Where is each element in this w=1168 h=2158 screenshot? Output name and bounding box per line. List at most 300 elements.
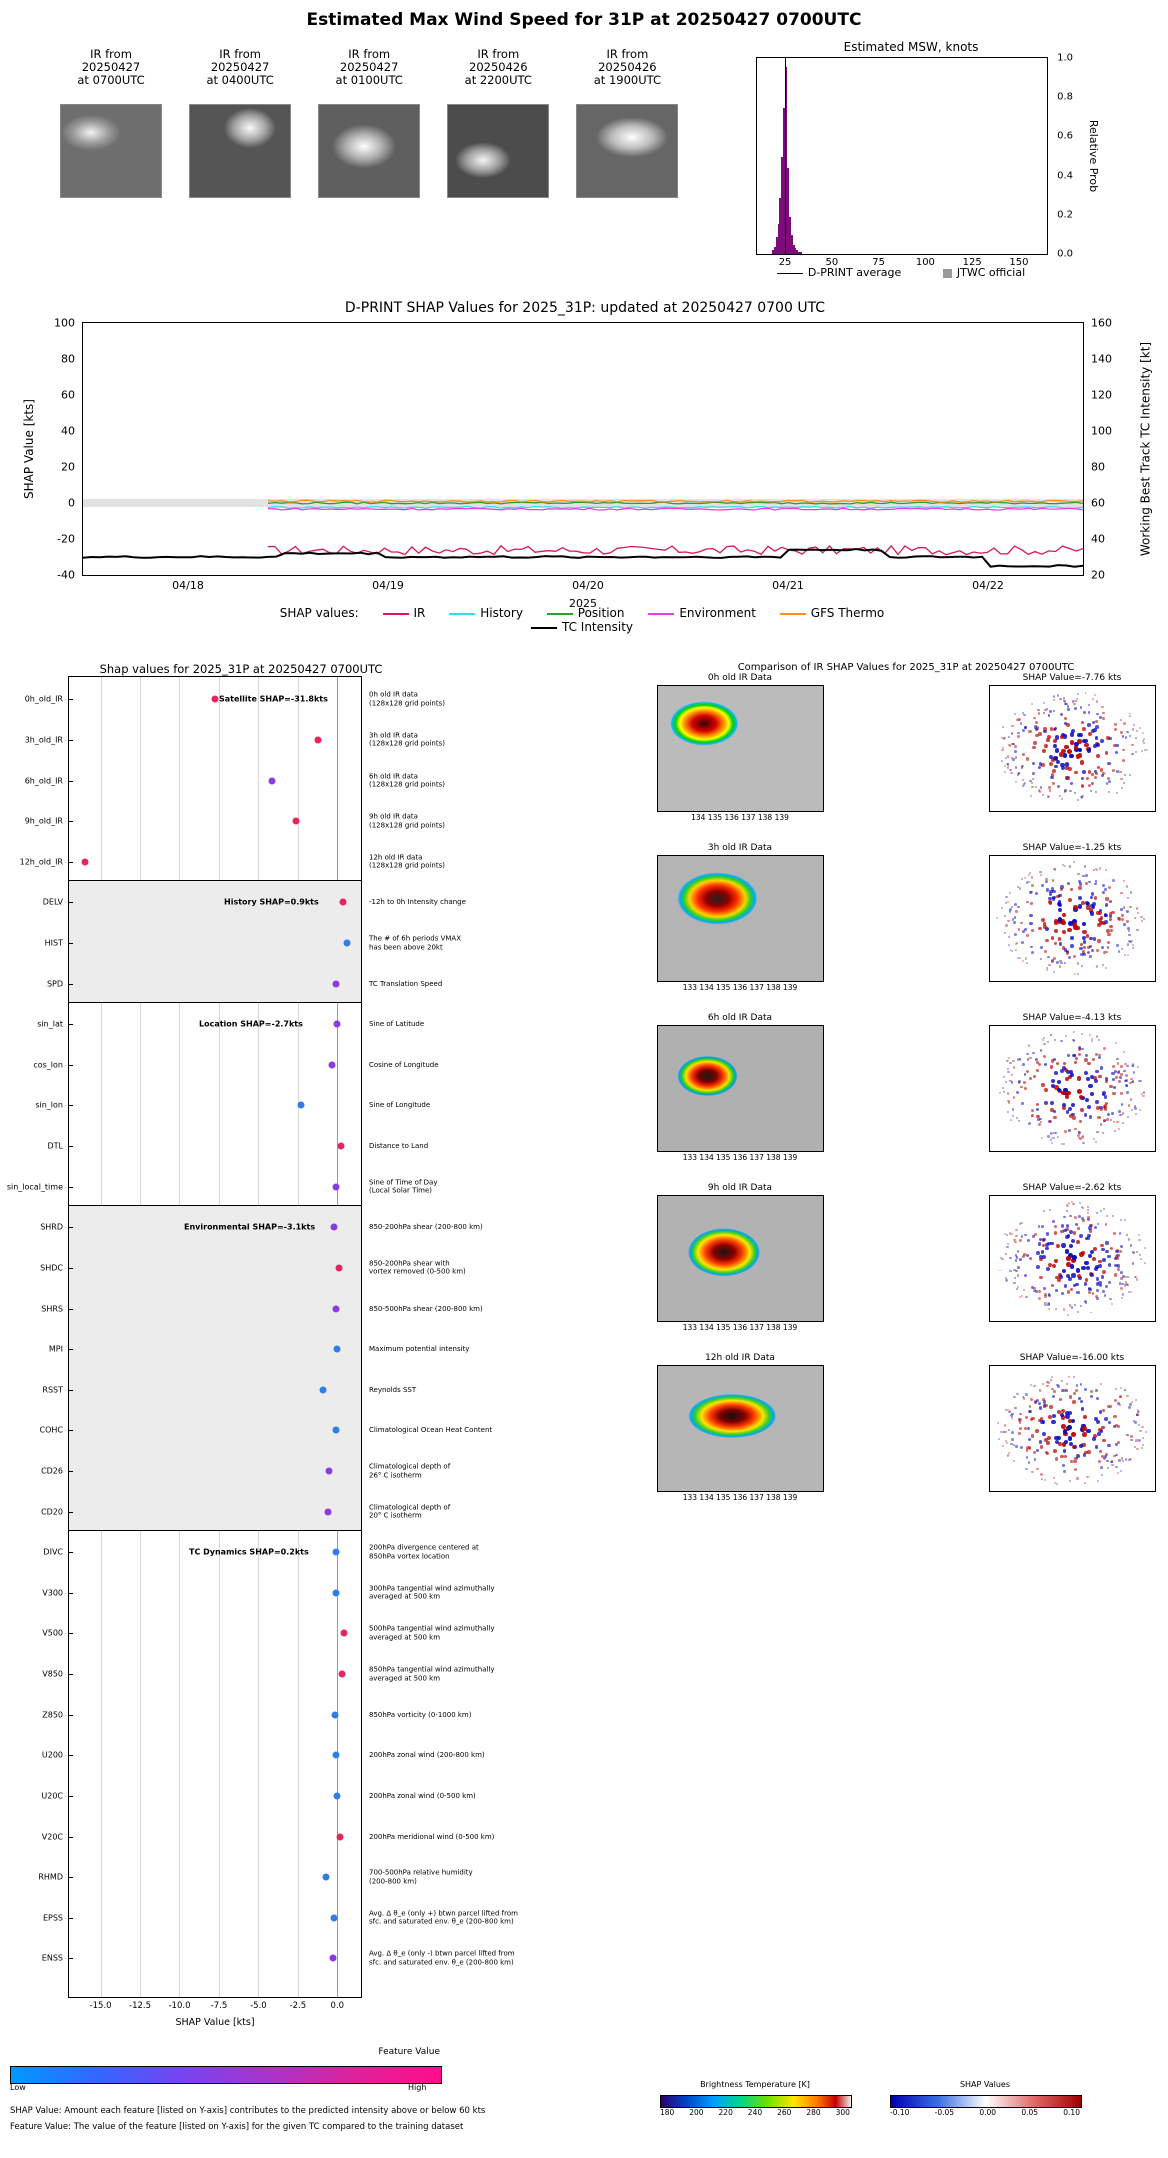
- shap-feature-plot: [6, 662, 518, 2062]
- shap-feature-description: Maximum potential intensity: [369, 1344, 470, 1353]
- shap-feature-description: 3h old IR data (128x128 grid points): [369, 731, 445, 748]
- histogram-ytick: 0.4: [1057, 170, 1073, 182]
- colorbar-tick: 0.00: [979, 2108, 997, 2117]
- shap-dot: [81, 858, 88, 865]
- shap-dot: [332, 980, 339, 987]
- shap-feature-label: U20C: [41, 1791, 63, 1801]
- shap-map-panel: [982, 843, 1162, 1013]
- shap-feature-label: V850: [42, 1669, 63, 1679]
- page-title: Estimated Max Wind Speed for 31P at 20250427 0700UTC: [306, 10, 862, 30]
- shap-xtick: -12.5: [129, 2001, 152, 2011]
- timeseries-y2tick: 40: [1091, 532, 1105, 546]
- shap-dot: [332, 1183, 339, 1190]
- shap-feature-label: 6h_old_IR: [24, 776, 63, 786]
- ir-shap-comparison: [650, 662, 1162, 1523]
- timeseries-y2tick: 100: [1091, 424, 1112, 438]
- feature-colorbar-high: High: [408, 2083, 427, 2092]
- histogram-legend: [756, 266, 1046, 279]
- shap-feature-label: SPD: [46, 979, 63, 989]
- ir-caption-line2: 20250426: [598, 60, 657, 74]
- shap-row-tick: [69, 1593, 73, 1594]
- ir-xticks: 133 134 135 136 137 138 139: [682, 983, 798, 992]
- shap-row-tick: [69, 1065, 73, 1066]
- shap-feature-description: Avg. Δ θ_e (only -) btwn parcel lifted from sfc. and saturated env. θ_e (200-800 km): [369, 1949, 515, 1967]
- shap-noise-map: [989, 1365, 1156, 1492]
- shap-dot: [337, 1143, 344, 1150]
- shap-dot: [333, 1346, 340, 1353]
- ir-panel-caption: [568, 48, 686, 104]
- shap-feature-description: Climatological depth of 26° C isotherm: [369, 1462, 451, 1480]
- ir-color-image: [657, 1195, 824, 1322]
- shap-noise-map: [989, 1195, 1156, 1322]
- shap-feature-description: Avg. Δ θ_e (only +) btwn parcel lifted from sfc. and saturated env. θ_e (200-800 km): [369, 1909, 518, 1926]
- shap-dot: [326, 1468, 333, 1475]
- colorbar-tick: 300: [835, 2108, 850, 2117]
- ir-color-image: [657, 685, 824, 812]
- shap-feature-description: Sine of Latitude: [369, 1020, 425, 1028]
- line-swatch-icon: [777, 273, 803, 274]
- ir-panel: [52, 48, 170, 198]
- shap-dot: [331, 1914, 338, 1921]
- shap-feature-description: Reynolds SST: [369, 1385, 417, 1394]
- shap-feature-label: sin_lon: [35, 1100, 63, 1110]
- shap-dot: [332, 1549, 339, 1556]
- timeseries-ylabel: SHAP Value [kts]: [22, 399, 36, 499]
- shap-group-label: Environmental SHAP=-3.1kts: [184, 1222, 316, 1232]
- shap-panel-title: SHAP Value=-7.76 kts: [1022, 673, 1122, 683]
- timeseries-xtick: 04/19: [372, 579, 404, 592]
- shap-row-tick: [69, 1390, 73, 1391]
- shap-dot: [333, 1792, 340, 1799]
- shap-dot: [336, 1833, 343, 1840]
- shap-dot: [330, 1955, 337, 1962]
- comparison-rows: [650, 673, 1162, 1523]
- ir-caption-line2: 20250427: [210, 60, 270, 74]
- feature-colorbar-low: Low: [10, 2083, 26, 2092]
- ir-caption-line3: at 1900UTC: [593, 73, 662, 87]
- histogram-title: Estimated MSW, knots: [843, 40, 979, 54]
- shap-row-tick: [69, 1187, 73, 1188]
- colorbar-tick: -0.05: [934, 2108, 955, 2117]
- histogram-ytick: 0.8: [1057, 91, 1073, 103]
- shap-row-tick: [69, 821, 73, 822]
- ir-color-image: [657, 1025, 824, 1152]
- shap-feature-label: sin_lat: [37, 1019, 63, 1029]
- shap-dot: [324, 1508, 331, 1515]
- ir-caption-line1: IR from: [348, 47, 391, 61]
- shap-feature-description: 850-200hPa shear (200-800 km): [369, 1223, 483, 1232]
- ir-caption-line1: IR from: [90, 47, 132, 61]
- shap-row-tick: [69, 1552, 73, 1553]
- shap-map-panel: [982, 1353, 1162, 1523]
- shap-xtick: -5.0: [250, 2001, 267, 2011]
- ir-data-panel: [650, 843, 830, 1013]
- colorbar-tick: 260: [777, 2108, 792, 2117]
- timeseries-ytick: 0: [68, 496, 75, 510]
- legend-item-environment: Environment: [648, 606, 756, 620]
- shap-feature-description: 12h old IR data (128x128 grid points): [369, 853, 445, 870]
- legend-dprint-average: D-PRINT average: [777, 266, 901, 279]
- shap-row-tick: [69, 1268, 73, 1269]
- shap-feature-label: V500: [42, 1628, 63, 1638]
- ir-xticks: 133 134 135 136 137 138 139: [682, 1323, 798, 1332]
- shap-group-separator: [69, 1205, 361, 1206]
- ir-swatch-icon: [383, 613, 409, 615]
- ir-caption-line2: 20250427: [339, 60, 399, 74]
- gfsthermo-swatch-icon: [780, 613, 806, 615]
- shap-feature-label: MPI: [48, 1344, 63, 1354]
- shap-dot: [341, 1630, 348, 1637]
- legend-item-gfs-thermo: GFS Thermo: [780, 606, 885, 620]
- shap-dot: [269, 777, 276, 784]
- shap-row-tick: [69, 1349, 73, 1350]
- comparison-row: [650, 1353, 1162, 1523]
- shap-noise-map: [989, 685, 1156, 812]
- histogram-xtick: 50: [825, 257, 839, 268]
- shap-feature-label: sin_local_time: [6, 1182, 63, 1192]
- shap-dot: [323, 1874, 330, 1881]
- ir-panel-title: 9h old IR Data: [707, 1183, 773, 1193]
- ir-color-image: [657, 855, 824, 982]
- shap-feature-label: SHRD: [40, 1222, 63, 1232]
- environment-swatch-icon: [648, 613, 674, 615]
- dprint-average-line: [785, 58, 786, 254]
- shap-row-tick: [69, 1674, 73, 1675]
- shap-feature-description: -12h to 0h Intensity change: [369, 898, 466, 907]
- shap-row-tick: [69, 1755, 73, 1756]
- shap-dot: [332, 1589, 339, 1596]
- shap-xtick: -7.5: [210, 2001, 228, 2011]
- histogram-ytick: 0.2: [1057, 209, 1073, 221]
- ir-caption-line1: IR from: [606, 47, 649, 61]
- timeseries-ytick: -40: [57, 568, 75, 582]
- shap-group-label: Location SHAP=-2.7kts: [199, 1019, 303, 1029]
- ir-thumbnail: [576, 104, 678, 198]
- tcintensity-swatch-icon: [531, 627, 557, 629]
- shap-xtick: -10.0: [168, 2001, 191, 2011]
- shap-group-separator: [69, 880, 361, 881]
- ir-xticks: 133 134 135 136 137 138 139: [682, 1153, 798, 1162]
- timeseries-ytick: 20: [61, 460, 75, 474]
- shap-map-panel: [982, 1183, 1162, 1353]
- shap-feature-label: DIVC: [43, 1547, 63, 1557]
- ir-data-panel: [650, 1183, 830, 1353]
- ir-thumbnail: [447, 104, 549, 198]
- shap-values-colorbar: [890, 2095, 1082, 2108]
- histogram-ytick: 0.0: [1057, 248, 1073, 260]
- ir-xticks: 133 134 135 136 137 138 139: [682, 1493, 798, 1502]
- shap-feature-label: ENSS: [41, 1953, 63, 1963]
- comparison-row: [650, 843, 1162, 1013]
- shap-map-spacer: [982, 1153, 1162, 1162]
- shap-dot: [332, 1305, 339, 1312]
- timeseries-y2label: Working Best Track TC Intensity [kt]: [1138, 341, 1152, 557]
- shap-dot: [339, 1671, 346, 1678]
- shap-noise-map: [989, 855, 1156, 982]
- shap-xtick: 0.0: [330, 2001, 345, 2011]
- colorbar-tick: 240: [747, 2108, 763, 2117]
- colorbar-tick: 0.05: [1021, 2108, 1039, 2117]
- ir-panel: [181, 48, 299, 198]
- shap-feature-description: TC Translation Speed: [369, 979, 443, 988]
- shap-feature-label: 0h_old_IR: [24, 694, 63, 704]
- shap-feature-label: V300: [42, 1588, 63, 1598]
- legend-jtwc-official: JTWC official: [943, 266, 1025, 279]
- shap-feature-description: 850-200hPa shear with vortex removed (0-500 km): [369, 1259, 466, 1276]
- shap-group-separator: [69, 1530, 361, 1531]
- ir-thumbnail: [60, 104, 162, 198]
- shap-row-tick: [69, 699, 73, 700]
- shap-dot: [331, 1224, 338, 1231]
- histogram-ylabel: Relative Prob: [1086, 119, 1100, 193]
- ir-panel-caption: [439, 48, 557, 104]
- ir-xticks: 134 135 136 137 138 139: [691, 813, 789, 822]
- shap-dot: [335, 1264, 342, 1271]
- timeseries-y2tick: 160: [1091, 316, 1112, 330]
- shap-feature-label: 3h_old_IR: [24, 735, 63, 745]
- shap-group-separator: [69, 1002, 361, 1003]
- shap-feature-label: Z850: [42, 1710, 63, 1720]
- shap-xlabel: SHAP Value [kts]: [175, 2017, 255, 2028]
- shap-feature-label: EPSS: [42, 1913, 63, 1923]
- histogram-bar: [800, 252, 802, 254]
- ir-caption-line1: IR from: [219, 47, 261, 61]
- shap-feature-label: SHRS: [41, 1304, 63, 1314]
- shap-feature-description: Climatological Ocean Heat Content: [369, 1426, 493, 1435]
- shap-row-tick: [69, 1796, 73, 1797]
- colorbar-tick: 180: [660, 2108, 675, 2117]
- shap-row-tick: [69, 862, 73, 863]
- history-swatch-icon: [449, 613, 475, 615]
- timeseries-y2tick: 20: [1091, 568, 1105, 582]
- ir-caption-line3: at 0700UTC: [77, 73, 145, 87]
- brightness-temp-ticks: [660, 2108, 850, 2117]
- shap-row-tick: [69, 1633, 73, 1634]
- histogram-xtick: 125: [962, 257, 982, 268]
- shap-feature-description: 200hPa meridional wind (0-500 km): [369, 1832, 495, 1841]
- ir-image-strip: [52, 48, 712, 198]
- shap-dot: [292, 818, 299, 825]
- histogram-ytick: 1.0: [1057, 52, 1073, 64]
- shap-feature-label: cos_lon: [33, 1060, 63, 1070]
- shap-dot: [332, 1427, 339, 1434]
- ir-panel-title: 12h old IR Data: [705, 1353, 775, 1363]
- colorbar-tick: 280: [806, 2108, 821, 2117]
- feature-value-colorbar: [10, 2066, 442, 2084]
- shap-map-spacer: [982, 1323, 1162, 1332]
- timeseries-ytick: 60: [61, 388, 75, 402]
- legend-item-ir: IR: [383, 606, 426, 620]
- ir-thumbnail: [189, 104, 291, 198]
- colorbar-tick: -0.10: [890, 2108, 910, 2117]
- shap-feature-description: Climatological depth of 20° C isotherm: [369, 1503, 451, 1520]
- ir-caption-line2: 20250427: [81, 60, 141, 74]
- shap-row-tick: [69, 1471, 73, 1472]
- shap-row-tick: [69, 1715, 73, 1716]
- legend-item-tc-intensity: TC Intensity: [531, 620, 633, 634]
- timeseries-plot-area: [22, 316, 1152, 610]
- colorbar-tick: 0.10: [1063, 2108, 1080, 2117]
- shap-feature-description: Sine of Longitude: [369, 1101, 431, 1110]
- ir-panel-title: 6h old IR Data: [707, 1013, 773, 1023]
- shap-dot: [298, 1102, 305, 1109]
- colorbar-tick: 200: [689, 2108, 704, 2117]
- ir-panel-caption: [181, 48, 299, 104]
- footnote-feature-value: Feature Value: The value of the feature [listed on Y-axis] for the given TC compared to the training dataset: [10, 2122, 464, 2132]
- position-swatch-icon: [547, 613, 573, 615]
- shap-group-label: Satellite SHAP=-31.8kts: [219, 694, 328, 704]
- brightness-temp-colorbar-label: Brightness Temperature [K]: [700, 2080, 810, 2089]
- shap-feature-description: 200hPa divergence centered at 850hPa vortex location: [369, 1543, 479, 1561]
- shap-row-tick: [69, 984, 73, 985]
- shap-dot: [331, 1711, 338, 1718]
- shap-dot: [314, 736, 321, 743]
- ir-panel: [439, 48, 557, 198]
- shap-group-label: History SHAP=0.9kts: [224, 897, 319, 907]
- legend-title: SHAP values:: [279, 606, 359, 620]
- shap-xtick: -15.0: [89, 2001, 112, 2011]
- timeseries-ytick: 80: [61, 352, 75, 366]
- shap-dot: [328, 1061, 335, 1068]
- footnote-shap-value: SHAP Value: Amount each feature [listed on Y-axis] contributes to the predicted intensity above or below 60 kts: [10, 2106, 486, 2116]
- shap-feature-description: 700-500hPa relative humidity (200-800 km): [369, 1868, 473, 1886]
- comparison-row: [650, 673, 1162, 843]
- ir-data-panel: [650, 1353, 830, 1523]
- shap-feature-label: DTL: [47, 1141, 63, 1151]
- shap-dot: [339, 899, 346, 906]
- timeseries-lines: [83, 323, 1083, 575]
- shap-feature-label: 12h_old_IR: [19, 857, 63, 867]
- comparison-row: [650, 1183, 1162, 1353]
- shap-feature-description: 9h old IR data (128x128 grid points): [369, 812, 445, 830]
- shap-timeseries-chart: [20, 300, 1150, 640]
- shap-feature-label: V20C: [41, 1832, 63, 1842]
- shap-feature-description: Sine of Time of Day (Local Solar Time): [369, 1178, 438, 1195]
- histogram-xtick: 75: [872, 257, 885, 268]
- timeseries-legend: [82, 606, 1082, 634]
- shap-values-ticks: [890, 2108, 1080, 2117]
- shap-feature-label: RSST: [42, 1385, 63, 1395]
- shap-feature-description: 6h old IR data (128x128 grid points): [369, 772, 445, 789]
- shap-feature-label: COHC: [39, 1425, 63, 1435]
- shap-row-tick: [69, 740, 73, 741]
- shap-row-tick: [69, 1430, 73, 1431]
- shap-feature-description: Distance to Land: [369, 1141, 429, 1150]
- timeseries-xtick: 04/21: [772, 579, 804, 592]
- histogram-xtick: 150: [1009, 257, 1029, 268]
- shap-map-spacer: [982, 813, 1162, 822]
- shap-feature-label: 9h_old_IR: [24, 816, 63, 826]
- shap-map-panel: [982, 673, 1162, 843]
- histogram-xtick: 25: [778, 257, 792, 268]
- ir-panel-caption: [52, 48, 170, 104]
- brightness-temp-colorbar: [660, 2095, 852, 2108]
- ir-panel: [568, 48, 686, 198]
- shap-group-band: [69, 1205, 361, 1530]
- shap-row-tick: [69, 781, 73, 782]
- shap-feature-description: 200hPa zonal wind (200-800 km): [369, 1751, 485, 1760]
- shap-feature-description: The # of 6h periods VMAX has been above 20kt: [369, 934, 462, 952]
- timeseries-y2tick: 120: [1091, 388, 1112, 402]
- timeseries-xtick: 04/20: [572, 579, 604, 592]
- shap-feature-label: CD20: [41, 1507, 63, 1517]
- shap-feature-description: 850hPa tangential wind azimuthally averaged at 500 km: [369, 1665, 495, 1683]
- shap-row-tick: [69, 1877, 73, 1878]
- shap-noise-map: [989, 1025, 1156, 1152]
- ir-caption-line3: at 2200UTC: [464, 73, 532, 87]
- shap-row-tick: [69, 1146, 73, 1147]
- shap-feature-description: Cosine of Longitude: [369, 1060, 439, 1069]
- shap-feature-label: U200: [41, 1750, 63, 1760]
- shap-row-tick: [69, 943, 73, 944]
- shap-feature-label: HIST: [44, 938, 63, 948]
- histogram-xtick: 100: [915, 257, 935, 268]
- msw-histogram: [756, 40, 1100, 280]
- shap-row-tick: [69, 1512, 73, 1513]
- colorbar-tick: 220: [718, 2108, 733, 2117]
- ir-data-panel: [650, 1013, 830, 1183]
- comparison-row: [650, 1013, 1162, 1183]
- shap-panel-title: SHAP Value=-1.25 kts: [1022, 843, 1122, 853]
- timeseries-y2tick: 140: [1091, 352, 1112, 366]
- shap-row-tick: [69, 1105, 73, 1106]
- histogram-ytick: 0.6: [1057, 130, 1073, 142]
- shap-feature-description: 850hPa vorticity (0-1000 km): [369, 1710, 472, 1719]
- shap-values-colorbar-label: SHAP Values: [959, 2080, 1011, 2089]
- shap-feature-description: 200hPa zonal wind (0-500 km): [369, 1791, 476, 1800]
- shap-row-tick: [69, 1309, 73, 1310]
- ir-caption-line3: at 0100UTC: [335, 73, 403, 87]
- shap-panel-title: SHAP Value=-4.13 kts: [1022, 1013, 1122, 1023]
- comparison-title: Comparison of IR SHAP Values for 2025_31P at 20250427 0700UTC: [737, 662, 1075, 673]
- shap-dot: [211, 696, 218, 703]
- ir-data-panel: [650, 673, 830, 843]
- square-swatch-icon: [943, 269, 952, 278]
- shap-panel-title: SHAP Value=-2.62 kts: [1022, 1183, 1122, 1193]
- shap-panel-title: SHAP Value=-16.00 kts: [1019, 1353, 1125, 1363]
- shap-row-tick: [69, 1958, 73, 1959]
- shap-dot: [343, 940, 350, 947]
- ir-caption-line2: 20250426: [469, 60, 528, 74]
- timeseries-ytick: 100: [54, 316, 75, 330]
- shap-plot-area: [6, 676, 518, 2028]
- ir-color-image: [657, 1365, 824, 1492]
- shap-feature-label: SHDC: [40, 1263, 63, 1273]
- shap-xtick: -2.5: [289, 2001, 307, 2011]
- shap-map-spacer: [982, 983, 1162, 992]
- ir-panel-title: 3h old IR Data: [707, 843, 773, 853]
- shap-map-spacer: [982, 1493, 1162, 1502]
- legend-item-position: Position: [547, 606, 625, 620]
- timeseries-y2tick: 80: [1091, 460, 1105, 474]
- shap-row-tick: [69, 1837, 73, 1838]
- timeseries-title: D-PRINT SHAP Values for 2025_31P: updated at 20250427 0700 UTC: [344, 300, 826, 316]
- timeseries-xtick: 04/18: [172, 579, 204, 592]
- shap-feature-label: DELV: [42, 897, 63, 907]
- ir-thumbnail: [318, 104, 420, 198]
- shap-feature-label: CD26: [41, 1466, 63, 1476]
- legend-item-history: History: [449, 606, 523, 620]
- shap-row-tick: [69, 1227, 73, 1228]
- shap-dot: [333, 1021, 340, 1028]
- shap-feature-label: RHMD: [38, 1872, 63, 1882]
- shap-row-tick: [69, 1024, 73, 1025]
- timeseries-xlabel: 2025: [569, 597, 597, 610]
- timeseries-ytick: 40: [61, 424, 75, 438]
- timeseries-ytick: -20: [57, 532, 75, 546]
- ir-panel: [310, 48, 428, 198]
- timeseries-y2tick: 60: [1091, 496, 1105, 510]
